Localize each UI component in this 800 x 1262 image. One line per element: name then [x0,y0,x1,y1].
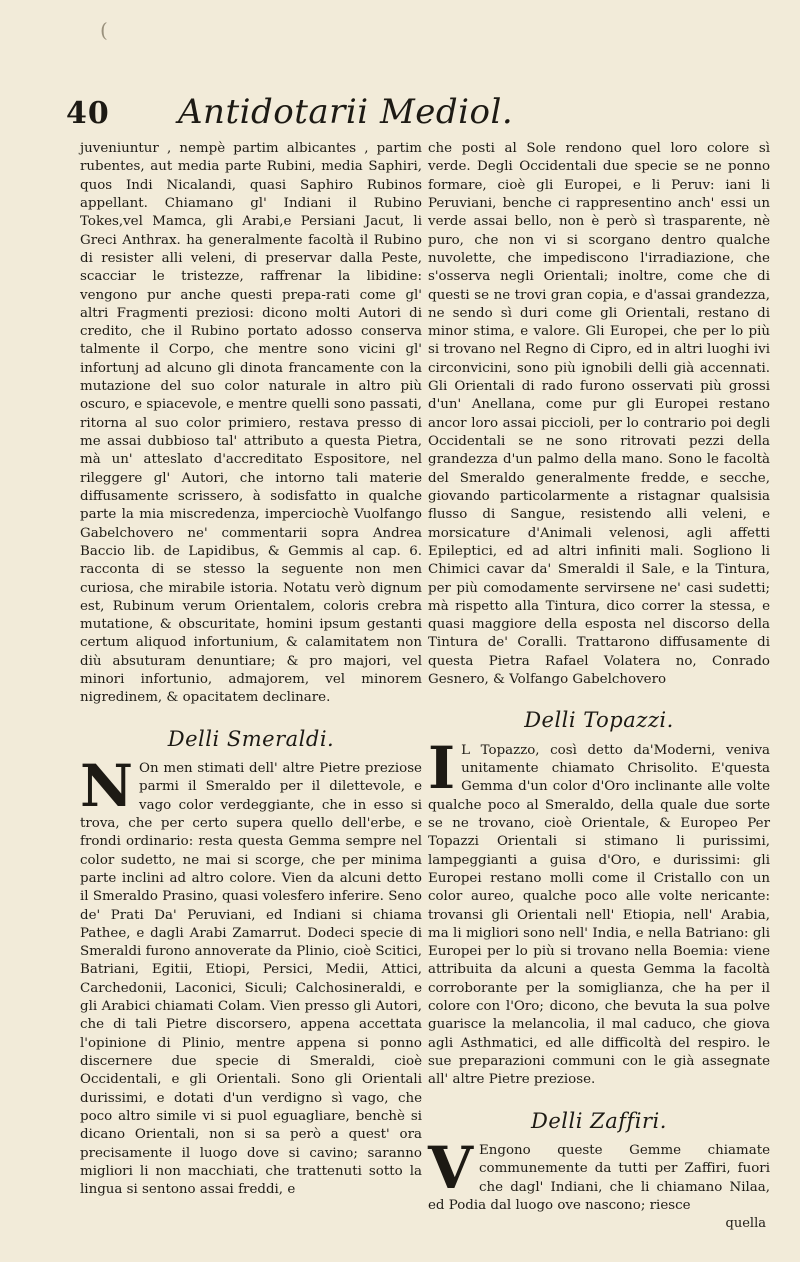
section-title-smeraldi: Delli Smeraldi. [167,726,335,751]
page-header [66,92,766,138]
left-paragraph-2-text: On men stimati dell' altre Pietre preziose parmi il Smeraldo per il dilettevole, e vago color verdeggiante, che in esso si trova, che per certo supera quello dell'erbe, e frondi ordinario: resta questa Gemma sempre nel color sudetto, ne mai si scorge, che per minima parte inclini ad altro colore. Vien da alcuni detto il Smeraldo Prasino, quasi volesfero inferire. Seno de' Prati Da' Peruviani, ed Indiani si chiama Pathee, e dagli Arabi Zamarrut. Dodeci specie di Smeraldi furono annoverate da Plinio, cioè Scitici, Batriani, Egitii, Etiopi, Persici, Medii, Attici, Carchedonii, Laconici, Siculi; Calchosineraldi, e gli Arabici chiamati Colam. Vien presso gli Autori, che di tali Pietre discorsero, appena accettata l'opinione di Plinio, mentre appena si ponno discernere due specie di Smeraldi, cioè Occidentali, e gli Orientali. Sono gli Orientali durissimi, e dotati d'un verdigno sì vago, che poco altro simile vi si puol eguagliare, benchè si dicano Orientali, non si sa però a quest' ora precisamente il luogo dove si cavino; saranno migliori li non macchiati, che trattenuti sotto la lingua si sentono assai freddi, e [80,761,422,1198]
left-paragraph-1: juveniuntur , nempè partim albicantes , partim rubentes, aut media parte Rubini, media Saphiri, quos Indi Nicalandi, quasi Saphiro Rubinos appellant. Chiamano gl' Indiani il Rubino Tokes,vel Mamca, gli Arabi,e Persiani Jacut, li Greci Anthrax. ha generalmente facoltà il Rubino di resister alli veleni, di preservar dalla Peste, scacciar le tristezze, raffrenar la libidine: vengono pur anche questi prepa-rati come gl' altri Fragmenti preziosi: dicono molti Autori di credito, che il Rubino portato adosso conserva talmente il Corpo, che mentre sono vicini gl' infortunj ad alcuno gli dinota francamente con la mutazione del suo color naturale in altro più oscuro, e spiacevole, e mentre quelli sono passati, ritorna al suo color primiero, restava presso di me assai dubbioso tal' attributo a questa Pietra, mà un' atteslato d'accreditato Espositore, nel rileggere gl' Autori, che intorno tali materie diffusamente scrissero, à sodisfatto in qualche parte la mia miscredenza, imperciochè Vuolfango Gabelchovero ne' commentarii sopra Andrea Baccio lib. de Lapidibus, & Gemmis al cap. 6. racconta di se stesso la seguente non men curiosa, che mirabile istoria. Notatu verò dignum est, Rubinum verum Orientalem, coloris crebra mutatione, & obscuritate, homini ipsum gestanti certum aliquod infortunium, & calamitatem non diù absuturam denuntiare; & pro majori, vel minori infortunio, admajorem, vel minorem nigredinem, & opacitatem declinare. [80,141,422,706]
right-paragraph-1: che posti al Sole rendono quel loro colore sì verde. Degli Occidentali due specie se ne ponno formare, cioè gli Europei, e li Peruv: iani li Peruviani, benche ci rappresentino anch' essi un verde assai bello, non è però sì trasparente, nè puro, che non vi si scorgano dentro qualche nuvolette, che impediscono l'irradiazione, che s'osserva negli Orientali; inoltre, come che di questi se ne trovi gran copia, e d'assai grandezza, ne sendo sì duri come gli Orientali, restano di minor stima, e valore. Gli Europei, che per lo più si trovano nel Regno di Cipro, ed in altri luoghi ivi circonvicini, sono più ignobili delli già accennati. Gli Orientali di rado furono osservati più grossi d'un' Anellana, come pur gli Europei restano ancor loro assai piccioli, per lo contrario poi degli Occidentali se ne sono ritrovati pezzi della grandezza d'un palmo della mano. Sono le facoltà del Smeraldo generalmente fredde, e secche, giovando particolarmente a ristagnar qualsisia flusso di Sangue, resistendo alli veleni, e morsicature d'Animali velenosi, agli affetti Epileptici, ed ad altri infiniti mali. Sogliono li Chimici cavar da' Smeraldi il Sale, e la Tintura, per più comodamente servirsene ne' casi sudetti; mà rispetto alla Tintura, dico correr la stessa, e quasi maggiore della esposta nel discorso della Tintura de' Coralli. Trattarono diffusamente di questa Pietra Rafael Volatera no, Conrado Gesnero, & Volfango Gabelchovero [428,141,770,688]
dropcap-n: N [80,752,134,820]
dropcap-v: V [428,1133,474,1202]
corner-mark: ( [100,18,108,42]
dropcap-i: I [428,733,456,802]
right-column [428,140,770,1234]
section-title-zaffiri: Delli Zaffiri. [531,1108,667,1133]
page-number: 40 [66,96,110,131]
right-paragraph-3-text: Engono queste Gemme chiamate communemente da tutti per Zaffiri, fuori che dagl' Indiani, che li chiamano Nilaa, ed Podia dal luogo ove nascono; riesce [428,1142,770,1213]
right-paragraph-3 [428,1133,770,1215]
right-paragraph-2-text: L Topazzo, così detto da'Moderni, veniva unitamente chiamato Chrisolito. E'questa Gemma d'un color d'Oro inclinante alle volte qualche poco al Smeraldo, della quale due sorte se ne trovano, cioè Orientale, & Europeo Per Topazzi Orientali si stimano li purissimi, lampeggianti a guisa d'Oro, e durissimi: gli Europei restano molli come il Cristallo con un color aureo, qualche poco alle volte nericante: trovansi gli Orientali nell' Etiopia, nell' Arabia, ma li migliori sono nell' India, e nella Batriano: gli Europei per lo più si trovano nella Boemia: viene attribuita da alcuni a questa Gemma la facoltà corroborante per la somiglianza, che ha per il colore con l'Oro; dicono, che bevuta la sua polve guarisce la melancolia, il mal caduco, che giova agli Asthmatici, ed alle difficoltà del respiro. le sue preparazioni communi con le già assegnate all' altre Pietre preziose. [428,742,770,1088]
left-column [80,140,422,1200]
catchword: quella [725,1216,766,1232]
left-paragraph-2 [80,752,422,1200]
right-paragraph-2 [428,733,770,1090]
running-head: Antidotarii Mediol. [178,92,514,132]
section-title-topazzi: Delli Topazzi. [524,708,674,733]
